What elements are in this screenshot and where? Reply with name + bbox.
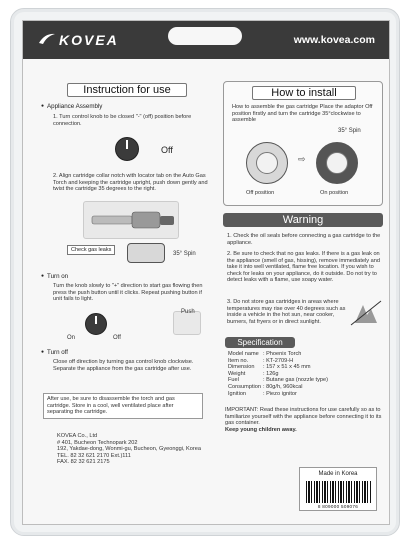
spec-value: : 157 x 51 x 45 mm: [262, 364, 311, 371]
cartridge-on-icon: [316, 142, 358, 184]
spec-row: [228, 358, 330, 365]
check-gas-leaks-label: Check gas leaks: [67, 245, 115, 255]
control-knob-off-icon: [115, 137, 139, 161]
torch-icon: [84, 202, 180, 240]
off-label: Off: [161, 145, 173, 155]
install-text: How to assemble the gas cartridge Place the adaptor Off position firstly and turn the cartridge 35°clockwise to assemble: [232, 104, 373, 124]
torch-illustration: [83, 201, 179, 239]
spec-label: Item no.: [228, 357, 249, 364]
gas-cartridge-icon: [127, 243, 165, 263]
spec-label: Consumption: [228, 383, 261, 390]
spec-row: [228, 391, 330, 398]
spec-label: Fuel: [228, 377, 239, 384]
off-position-label: Off position: [246, 190, 275, 196]
spec-title: Specification: [225, 337, 295, 348]
install-spin-label: 35° Spin: [338, 128, 361, 134]
product-card: [22, 20, 390, 525]
spec-label: Ignition: [228, 390, 247, 397]
spec-value: : KT-2709-H: [262, 357, 294, 364]
after-use-note: After use, be sure to disassemble the torch and gas cartridge. Store in a cool, well ventilated place after separating the cartridge.: [43, 393, 203, 419]
flame-warning-icon: [349, 299, 383, 327]
warning-item-2: 2. Be sure to check that no gas leaks. If there is a gas leak on the appliance (smell of gas, hissing), remove immediately and take it into well ventilated, flame free location. If you wish to check for leaks on your appliance, do it outside. Do not try to detect leaks with a flame, use soapy water.: [227, 251, 380, 284]
company-address2: 192, Yakdae-dong, Wonmi-gu, Bucheon, Gyeonggi, Korea: [57, 446, 201, 453]
company-fax: FAX. 82 32 621 2175: [57, 459, 110, 466]
warning-item-3: 3. Do not store gas cartridges in areas where temperatures may rise over 40 degrees such as inside a vehicle in the hot sun, near cooker, burners, fat fryers or in direct sunlight.: [227, 299, 346, 325]
spec-value: : Butane gas (nozzle type): [262, 377, 328, 384]
appliance-assembly-heading: ● Appliance Assembly: [41, 103, 102, 110]
control-knob-on-icon: [85, 313, 107, 335]
install-panel: [223, 81, 383, 206]
push-label: Push: [181, 309, 195, 315]
spec-row: [228, 384, 330, 391]
arrow-right-icon: ⇨: [298, 154, 306, 164]
header-bar: [23, 21, 389, 59]
spec-row: [228, 377, 330, 384]
install-title: How to install: [252, 86, 356, 100]
brand-logo: KOVEA: [59, 32, 119, 48]
cartridge-off-icon: [246, 142, 288, 184]
step1-text: 1. Turn control knob to be closed "-" (off) position before connection.: [53, 114, 192, 127]
spec-label: Weight: [228, 370, 246, 377]
brand-swoosh-icon: [37, 31, 57, 47]
spec-row: [228, 364, 330, 371]
warning-title: Warning: [223, 213, 383, 227]
important-text: IMPORTANT: Read these instructions for use carefully so as to familiarize yourself with the appliance before connecting it to its gas container.: [225, 407, 382, 427]
warning-item-1: 1. Check the oil seals before connecting a gas cartridge to the appliance.: [227, 233, 381, 246]
instruction-title: Instruction for use: [67, 83, 187, 97]
keep-away-text: Keep young children away.: [225, 427, 297, 433]
spec-row: [228, 351, 330, 358]
company-name: KOVEA Co., Ltd: [57, 433, 98, 439]
spec-label: Model name: [228, 351, 259, 357]
step2-text: 2. Align cartridge collar notch with locator tab on the Auto Gas Torch and keeping the cartridge upright, push down gently and twist the cartridge 35 degrees to the right.: [53, 173, 208, 193]
turn-on-heading: ● Turn on: [41, 273, 68, 280]
company-address1: # 401, Bucheon Technopark 202: [57, 439, 138, 446]
spec-value: : 80g/h, 960kcal: [262, 383, 303, 390]
spec-label: Dimension: [228, 364, 255, 371]
turn-off-heading: ● Turn off: [41, 349, 68, 356]
spec-table: [228, 351, 330, 397]
spec-row: [228, 371, 330, 378]
turn-on-text: Turn the knob slowly to "+" direction to start gas flowing then press the push button until it clicks. Repeat pushing button if unit fails to light.: [53, 283, 203, 303]
company-info: [57, 433, 217, 466]
on-position-label: On position: [320, 190, 349, 196]
made-in-label: Made in Korea: [318, 471, 358, 477]
on-label: On: [67, 335, 76, 341]
off-label-2: Off: [113, 335, 121, 341]
barcode-icon: [306, 481, 372, 503]
website-url: www.kovea.com: [293, 34, 375, 46]
spec-value: : 126g: [262, 370, 279, 377]
barcode-box: [299, 467, 377, 511]
spin-label: 35° Spin: [173, 251, 196, 257]
company-tel: TEL. 82 32 621 2170 Ext.)111: [57, 452, 131, 459]
barcode-number: 8 809000 509076: [317, 504, 359, 509]
spec-value: : Phoenix Torch: [262, 351, 302, 357]
turn-off-text: Close off direction by turning gas control knob clockwise. Separate the appliance from the gas cartridge after use.: [53, 359, 194, 372]
spec-value: : Piezo ignitor: [262, 390, 297, 397]
hanger-hole: [168, 27, 242, 45]
